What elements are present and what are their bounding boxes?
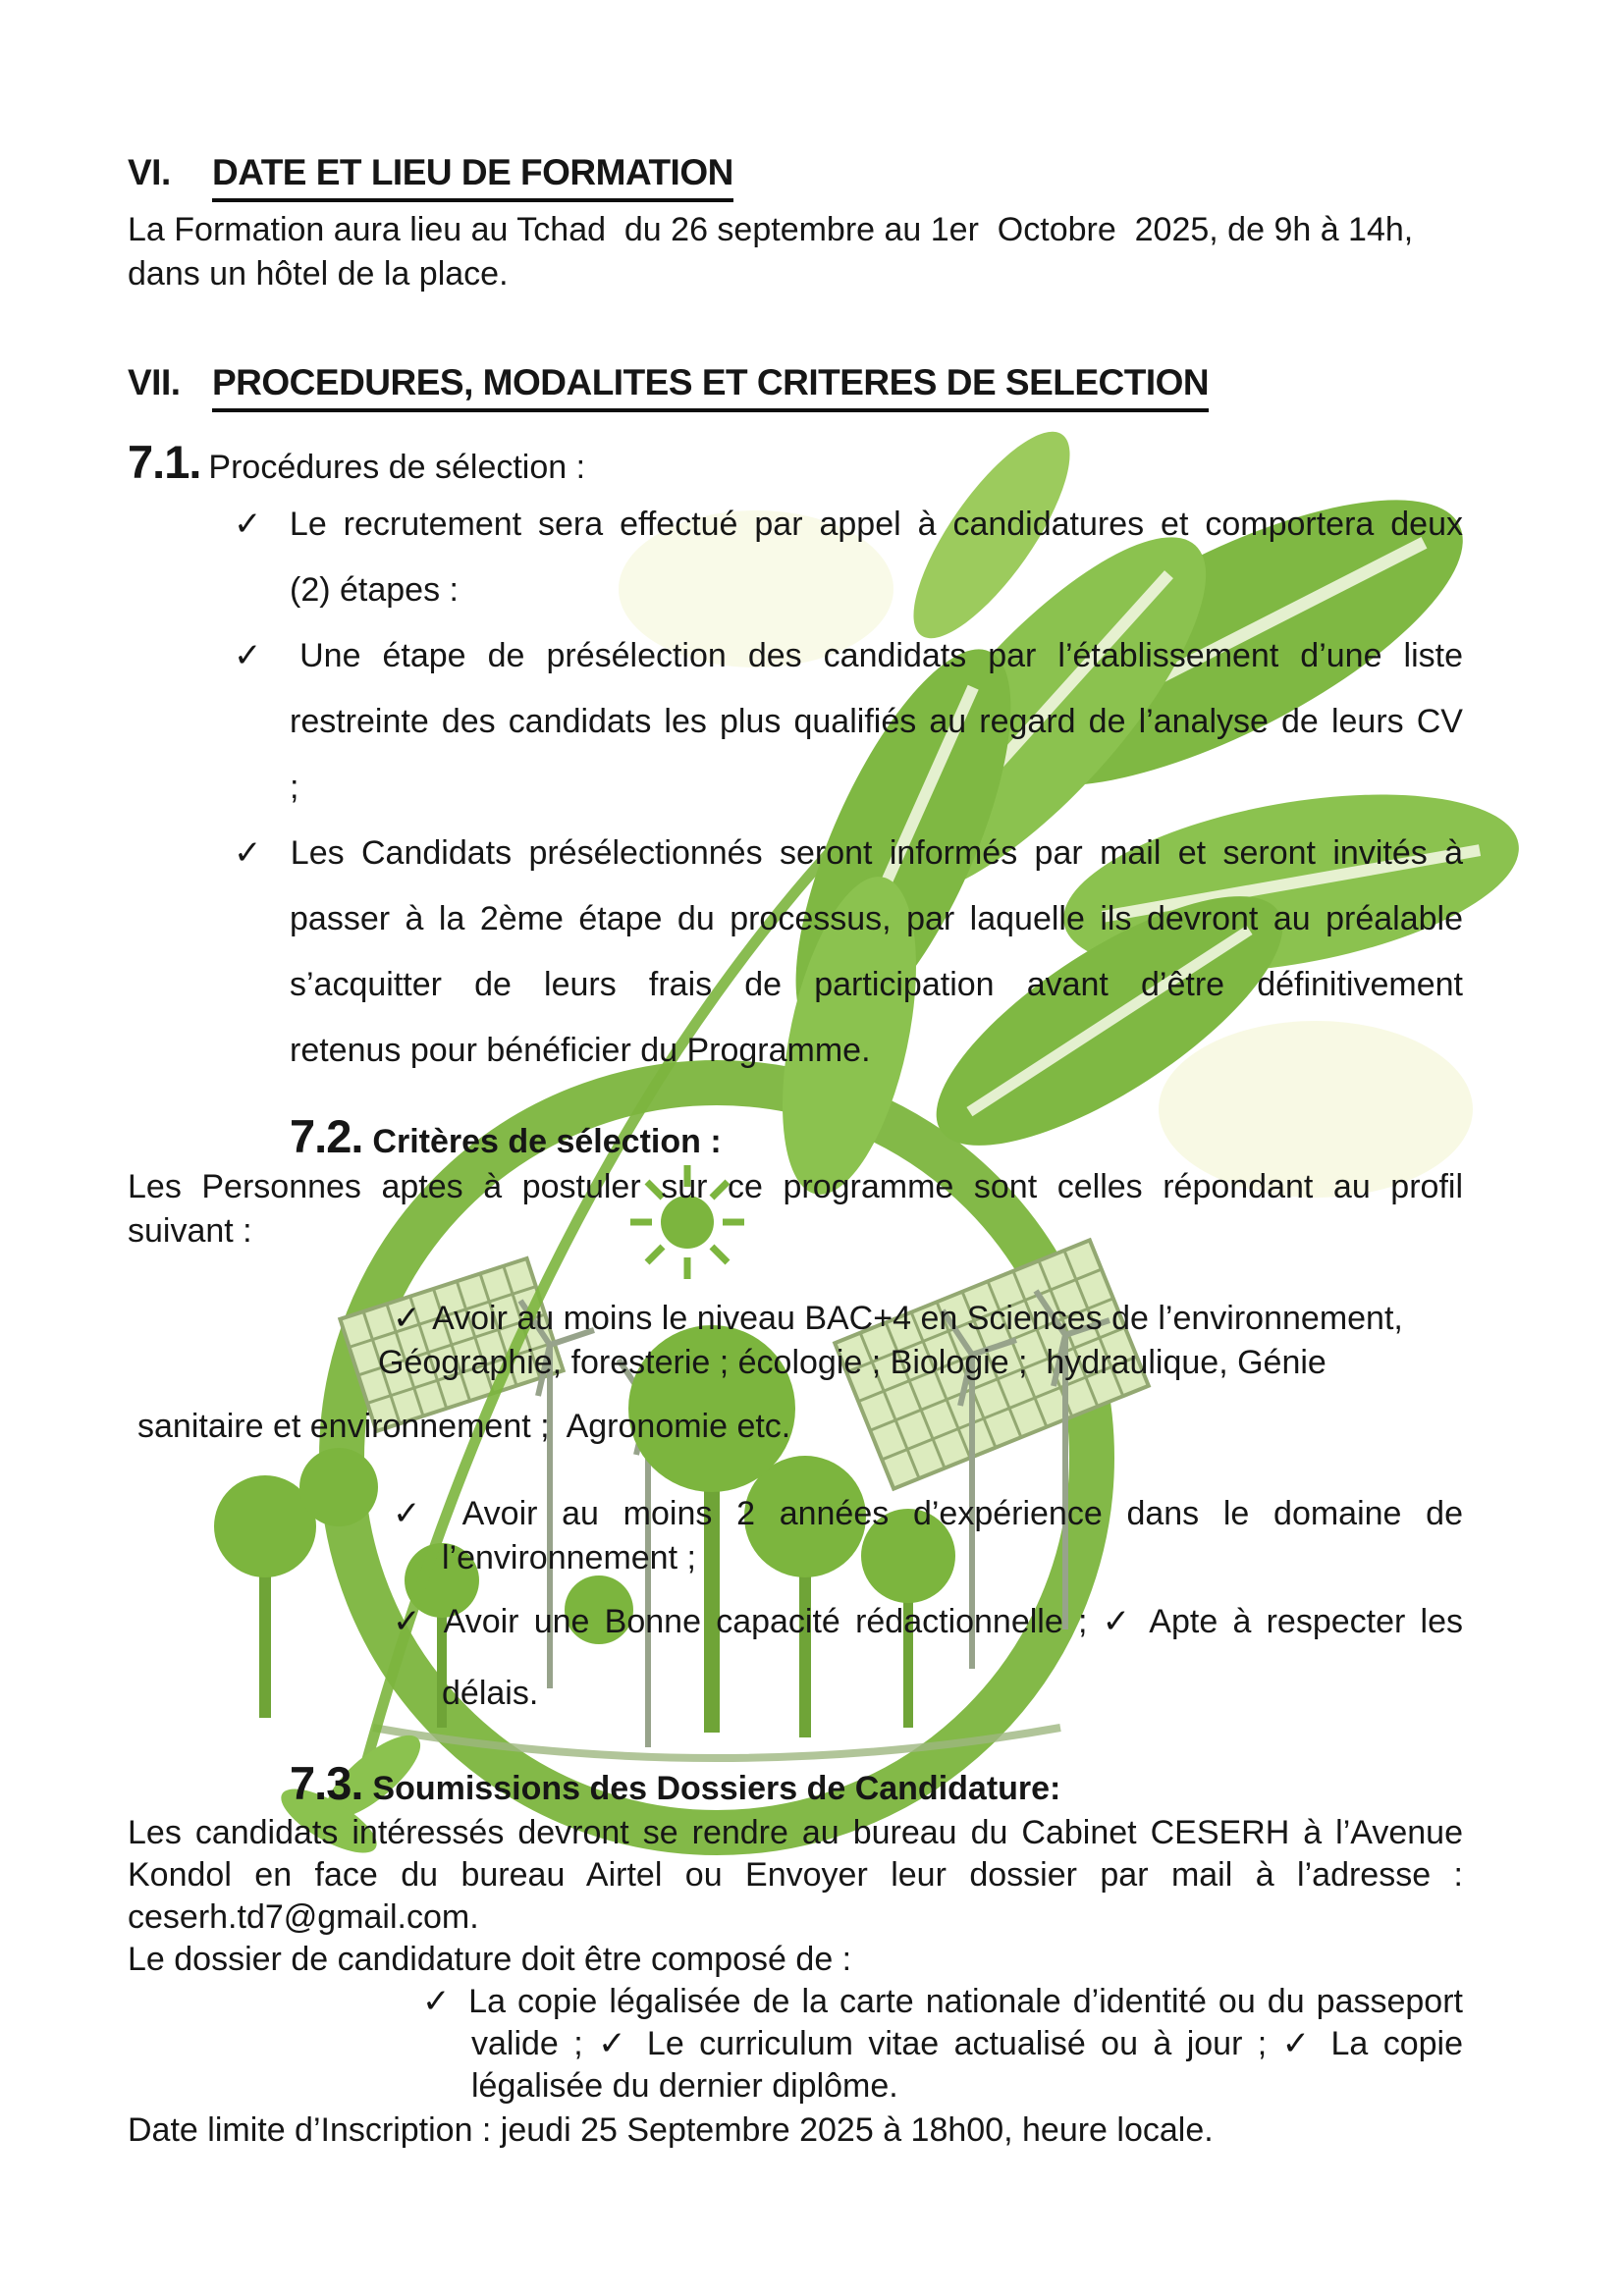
subsection-71-heading (128, 434, 1463, 491)
subsection-73-heading (128, 1755, 1463, 1812)
checklist-continuation: restreinte des candidats les plus qualifiés au regard de l’analyse de leurs CV (290, 703, 1463, 740)
check-icon: ✓ (393, 1300, 421, 1337)
checklist-continuation: légalisée du dernier diplôme. (471, 2067, 898, 2105)
subsection-73-number: 7.3. (290, 1757, 363, 1809)
subsection-71-number: 7.1. (128, 436, 201, 488)
checklist-item (128, 831, 1463, 876)
checklist-item (128, 1297, 1463, 1341)
email-address: ceserh.td7@gmail.com. (128, 1898, 479, 1936)
check-icon: ✓ (234, 834, 270, 872)
checklist-item (128, 1600, 1463, 1644)
checklist-continuation: retenus pour bénéficier du Programme. (290, 1032, 871, 1069)
checklist-item (128, 634, 1463, 678)
deadline-line: Date limite d’Inscription : jeudi 25 Septembre 2025 à 18h00, heure locale. (128, 2111, 1214, 2149)
vi-paragraph-line: La Formation aura lieu au Tchad du 26 septembre au 1er Octobre 2025, de 9h à 14h, (128, 211, 1414, 248)
section-vi-heading (128, 149, 1463, 202)
subsection-73-title: Soumissions des Dossiers de Candidature: (372, 1770, 1061, 1807)
s73-paragraph-line: Les candidats intéressés devront se rendre au bureau du Cabinet CESERH à l’Avenue (128, 1814, 1463, 1851)
section-vi-number: VI. (128, 152, 171, 192)
section-vi-title: DATE ET LIEU DE FORMATION (212, 149, 733, 202)
checklist-text: Avoir au moins 2 années d’expérience dans le domaine de (461, 1495, 1463, 1532)
checklist-item (128, 503, 1463, 547)
section-vii-title: PROCEDURES, MODALITES ET CRITERES DE SELECTION (212, 359, 1209, 412)
subsection-71-title: Procédures de sélection : (208, 449, 586, 486)
check-icon: ✓ (393, 1603, 427, 1640)
checklist-text: Les Candidats présélectionnés seront informés par mail et seront invités à (290, 834, 1464, 872)
s72-intro-line: suivant : (128, 1212, 252, 1250)
checklist-item (128, 1981, 1463, 2023)
subsection-72-heading (128, 1108, 1463, 1165)
checklist-text: Une étape de présélection des candidats par l’établissement d’une liste (299, 637, 1463, 674)
checklist-continuation: délais. (442, 1675, 539, 1712)
section-vii-number: VII. (128, 362, 181, 402)
checklist-continuation: sanitaire et environnement ; Agronomie etc. (137, 1408, 791, 1445)
subsection-72-number: 7.2. (290, 1110, 363, 1162)
s73-paragraph-line: Le dossier de candidature doit être composé de : (128, 1941, 852, 1978)
check-icon: ✓ (234, 506, 269, 543)
checklist-continuation: ; (290, 769, 299, 806)
checklist-text: Le recrutement sera effectué par appel à candidatures et comportera deux (289, 506, 1463, 543)
checklist-continuation: valide ; ✓ Le curriculum vitae actualisé ou à jour ; ✓ La copie (471, 2025, 1463, 2062)
checklist-continuation: s’acquitter de leurs frais de participation avant d’être définitivement (290, 966, 1463, 1003)
checklist-continuation: (2) étapes : (290, 571, 459, 609)
s72-intro-line: Les Personnes aptes à postuler sur ce programme sont celles répondant au profil (128, 1168, 1463, 1205)
check-icon: ✓ (393, 1495, 436, 1532)
checklist-continuation: passer à la 2ème étape du processus, par laquelle ils devront au préalable (290, 900, 1463, 937)
section-vii-heading (128, 359, 1463, 412)
check-icon: ✓ (422, 1983, 454, 2020)
checklist-continuation: Géographie, foresterie ; écologie ; Biologie ; hydraulique, Génie (378, 1344, 1326, 1381)
checklist-text: Avoir une Bonne capacité rédactionnelle ; ✓ Apte à respecter les (443, 1603, 1464, 1640)
checklist-continuation: l’environnement ; (442, 1539, 696, 1576)
subsection-72-title: Critères de sélection : (372, 1123, 722, 1160)
checklist-text: La copie légalisée de la carte nationale d’identité ou du passeport (468, 1983, 1463, 2020)
vi-paragraph-line: dans un hôtel de la place. (128, 255, 509, 293)
check-icon: ✓ (234, 637, 275, 674)
checklist-item (128, 1492, 1463, 1536)
checklist-text: Avoir au moins le niveau BAC+4 en Sciences de l’environnement, (432, 1300, 1403, 1337)
s73-paragraph-line: Kondol en face du bureau Airtel ou Envoyer leur dossier par mail à l’adresse : (128, 1856, 1463, 1894)
